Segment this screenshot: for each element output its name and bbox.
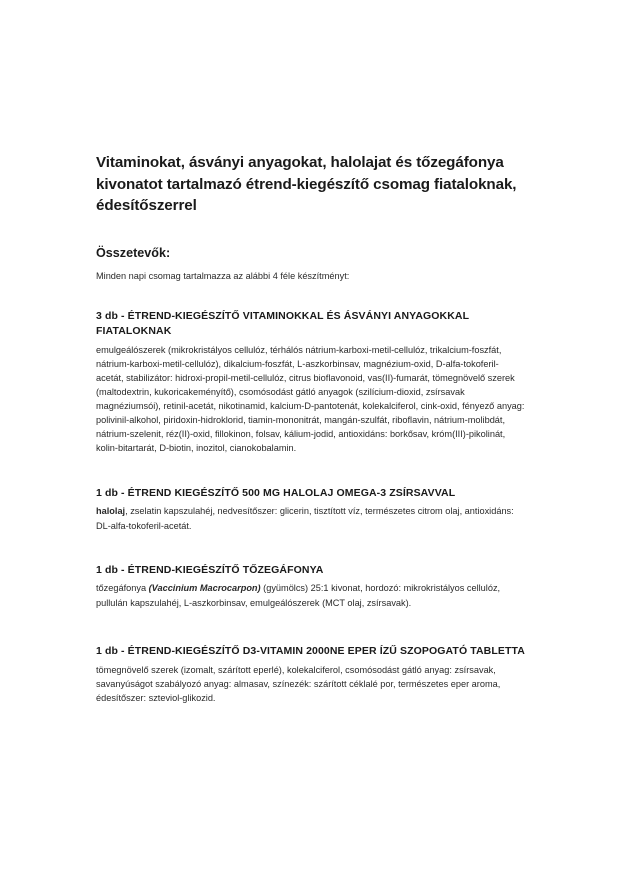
product-block-vitamins bbox=[96, 309, 526, 455]
cranberry-latin-name: (Vaccinium Macrocarpon) bbox=[148, 583, 261, 594]
cranberry-ingredients-prefix: tőzegáfonya bbox=[96, 583, 149, 594]
cranberry-ingredients-rest: (gyümölcs) 25:1 kivonat, hordozó: mikrokristályos cellulóz, pullulán kapszulahéj, L-aszkorbinsav, emulgeálószerek (MCT olaj, zsírsavak). bbox=[96, 583, 501, 608]
fishoil-bold-term: halolaj bbox=[96, 506, 126, 517]
product-heading-cranberry: 1 db - ÉTREND-KIEGÉSZÍTŐ TŐZEGÁFONYA bbox=[96, 563, 324, 576]
product-ingredients-d3: tömegnövelő szerek (izomalt, szárított eperlé), kolekalciferol, csomósodást gátló anyag: zsírsavak, savanyúságot szabályozó anyag: almasav, színezék: szárított céklalé por, természetes eper aroma, édesítőszer: szteviol-glikozid. bbox=[96, 664, 501, 703]
ingredients-section-label: Összetevők: bbox=[96, 245, 171, 260]
fishoil-ingredients-rest: , zselatin kapszulahéj, nedvesítőszer: glicerin, tisztított víz, természetes citrom olaj, antioxidáns: DL-alfa-tokoferil-acetát. bbox=[96, 506, 514, 531]
page-title: Vitaminokat, ásványi anyagokat, halolajat és tőzegáfonya kivonatot tartalmazó étrend-kiegészítő csomag fiataloknak, édesítőszerrel bbox=[96, 154, 517, 215]
product-ingredients-vitamins: emulgeálószerek (mikrokristályos cellulóz, térhálós nátrium-karboxi-metil-cellulóz, trikalcium-foszfát, nátrium-karboxi-metil-cellulóz), dikalcium-foszfát, L-aszkorbinsav, magnézium-oxid, D-alfa-tokoferil-acetát, stabilizátor: hidroxi-propil-metil-cellulóz, citrus bioflavonoid, vas(II)-fumarát, tömegnövelő szerek (maltodextrin, kukoricakeményítő), csomósodást gátló anyagok (szilícium-dioxid, zsírsavak magnéziumsói), retinil-acetát, nikotinamid, kalcium-D-pantotenát, kolekalciferol, cink-oxid, fényező anyag: polivinil-alkohol, piridoxin-hidroklorid, tiamin-mononitrát, mangán-szulfát, riboflavin, nátrium-molibdát, nátrium-szelenit, réz(II)-oxid, fillokinon, folsav, kálium-jodid, antioxidáns: borkősav, króm(III)-pikolinát, kolin-bitartarát, D-biotin, inozitol, cianokobalamin. bbox=[96, 344, 525, 454]
product-heading-vitamins: 3 db - ÉTREND-KIEGÉSZÍTŐ VITAMINOKKAL ÉS ÁSVÁNYI ANYAGOKKAL FIATALOKNAK bbox=[96, 310, 469, 337]
intro-text: Minden napi csomag tartalmazza az alábbi 4 féle készítményt: bbox=[96, 270, 350, 281]
product-ingredients-fishoil bbox=[96, 504, 526, 532]
product-block-fishoil bbox=[96, 486, 526, 533]
document-content bbox=[96, 152, 526, 705]
product-heading-d3: 1 db - ÉTREND-KIEGÉSZÍTŐ D3-VITAMIN 2000NE EPER ÍZŰ SZOPOGATÓ TABLETTA bbox=[96, 644, 525, 657]
product-block-d3 bbox=[96, 644, 526, 705]
product-block-cranberry bbox=[96, 563, 526, 610]
product-ingredients-cranberry bbox=[96, 581, 526, 609]
product-heading-fishoil: 1 db - ÉTREND KIEGÉSZÍTŐ 500 MG HALOLAJ OMEGA-3 ZSÍRSAVVAL bbox=[96, 486, 456, 499]
